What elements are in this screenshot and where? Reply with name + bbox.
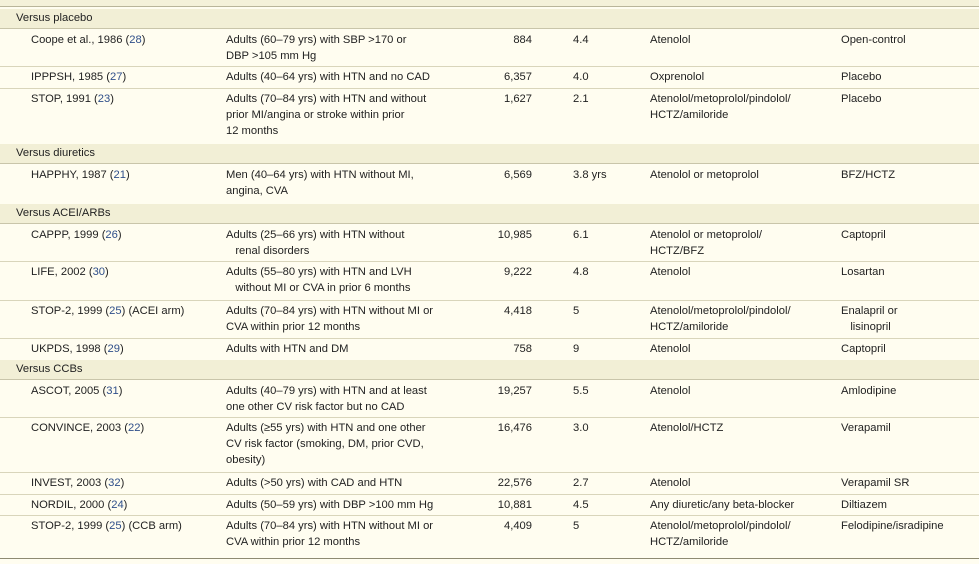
comparison-line: Enalapril or (841, 305, 898, 317)
patient-characteristics-line: Adults (≥55 yrs) with HTN and one other (226, 422, 426, 434)
trial-suffix: ) (105, 266, 109, 278)
row-divider (0, 66, 979, 67)
patient-characteristics-line: CVA within prior 12 months (226, 536, 361, 548)
trial-label: UKPDS, 1998 ( (31, 343, 108, 355)
patient-characteristics (226, 341, 348, 357)
beta-blocker-line: Atenolol/metoprolol/pindolol/ (650, 305, 791, 317)
trial-label: HAPPHY, 1987 ( (31, 169, 114, 181)
comparison (841, 227, 886, 243)
comparison-line: Placebo (841, 71, 882, 83)
sample-size: 6,357 (504, 71, 532, 83)
patient-characteristics-line: prior MI/angina or stroke within prior (226, 109, 405, 121)
sample-size: 10,985 (497, 229, 532, 241)
patient-characteristics-line: obesity) (226, 454, 266, 466)
beta-blocker (650, 264, 690, 280)
row-divider (0, 472, 979, 473)
patient-characteristics-line: without MI or CVA in prior 6 months (226, 282, 411, 294)
patient-characteristics-line: Adults (40–79 yrs) with HTN and at least (226, 385, 427, 397)
patient-characteristics-line: Adults (70–84 yrs) with HTN and without (226, 93, 427, 105)
beta-blocker-line: HCTZ/BFZ (650, 245, 705, 257)
row-divider (0, 261, 979, 262)
comparison (841, 420, 891, 436)
patient-characteristics-line: Men (40–64 yrs) with HTN without MI, (226, 169, 414, 181)
trial-suffix: ) (ACEI arm) (121, 305, 185, 317)
table-bottom-rule (0, 558, 979, 559)
sample-size: 10,881 (497, 499, 532, 511)
sample-size: 22,576 (497, 477, 532, 489)
patient-characteristics-line: angina, CVA (226, 185, 288, 197)
follow-up: 4.4 (573, 34, 589, 46)
section-header (0, 204, 979, 224)
row-divider (0, 300, 979, 301)
comparison-line: Verapamil (841, 422, 891, 434)
beta-blocker-line: HCTZ/amiloride (650, 321, 729, 333)
beta-blocker (650, 383, 690, 399)
row-divider (0, 515, 979, 516)
trial-name (31, 497, 127, 513)
section-header (0, 360, 979, 380)
comparison (841, 341, 886, 357)
trial-label: IPPPSH, 1985 ( (31, 71, 110, 83)
reference-link[interactable]: 23 (97, 93, 111, 105)
comparison-line: Felodipine/isradipine (841, 520, 944, 532)
comparison (841, 303, 898, 335)
trial-name (31, 475, 124, 491)
sample-size: 19,257 (497, 385, 532, 397)
sample-size: 1,627 (504, 93, 532, 105)
reference-link[interactable]: 25 (109, 520, 122, 532)
trial-name (31, 69, 126, 85)
comparison-line: Amlodipine (841, 385, 897, 397)
patient-characteristics (226, 497, 433, 513)
trial-name (31, 264, 109, 280)
follow-up: 2.1 (573, 93, 589, 105)
trial-suffix: ) (123, 499, 128, 511)
comparison (841, 264, 885, 280)
patient-characteristics (226, 475, 402, 491)
follow-up: 4.5 (573, 499, 589, 511)
section-label: Versus ACEI/ARBs (16, 207, 111, 219)
trial-suffix: ) (141, 34, 146, 46)
comparison (841, 167, 895, 183)
patient-characteristics (226, 518, 433, 550)
patient-characteristics (226, 383, 427, 415)
beta-blocker (650, 475, 690, 491)
beta-blocker (650, 518, 791, 550)
row-divider (0, 338, 979, 339)
follow-up: 6.1 (573, 229, 589, 241)
comparison-line: lisinopril (841, 321, 891, 333)
patient-characteristics-line: Adults (70–84 yrs) with HTN without MI or (226, 305, 434, 317)
follow-up: 4.8 (573, 266, 589, 278)
follow-up: 2.7 (573, 477, 589, 489)
patient-characteristics-line: Adults with HTN and DM (226, 343, 349, 355)
trial-label: LIFE, 2002 ( (31, 266, 93, 278)
trial-label: ASCOT, 2005 ( (31, 385, 107, 397)
patient-characteristics (226, 91, 426, 139)
trial-label: Coope et al., 1986 ( (31, 34, 130, 46)
follow-up: 3.8 yrs (573, 169, 607, 181)
beta-blocker (650, 167, 759, 183)
comparison-line: Losartan (841, 266, 885, 278)
trial-label: INVEST, 2003 ( (31, 477, 109, 489)
trial-suffix: ) (119, 343, 124, 355)
beta-blocker-line: Any diuretic/any beta-blocker (650, 499, 795, 511)
patient-characteristics-line: Adults (>50 yrs) with CAD and HTN (226, 477, 403, 489)
beta-blocker-line: Atenolol (650, 343, 691, 355)
beta-blocker-line: Atenolol (650, 385, 691, 397)
patient-characteristics-line: Adults (55–80 yrs) with HTN and LVH (226, 266, 412, 278)
patient-characteristics (226, 32, 406, 64)
beta-blocker-line: Atenolol or metoprolol (650, 169, 759, 181)
trial-suffix: ) (125, 169, 130, 181)
sample-size: 758 (513, 343, 532, 355)
trial-label: NORDIL, 2000 ( (31, 499, 112, 511)
comparison (841, 475, 909, 491)
trial-name (31, 303, 184, 319)
patient-characteristics-line: CV risk factor (smoking, DM, prior CVD, (226, 438, 424, 450)
patient-characteristics-line: 12 months (226, 125, 279, 137)
sample-size: 4,409 (504, 520, 532, 532)
beta-blocker (650, 420, 723, 436)
follow-up: 3.0 (573, 422, 589, 434)
sample-size: 4,418 (504, 305, 532, 317)
reference-link[interactable]: 32 (108, 477, 121, 489)
beta-blocker-line: Oxprenolol (650, 71, 705, 83)
beta-blocker (650, 341, 690, 357)
comparison-line: Diltiazem (841, 499, 888, 511)
trial-suffix: ) (140, 422, 145, 434)
comparison-line: Open-control (841, 34, 906, 46)
beta-blocker-line: Atenolol (650, 266, 691, 278)
beta-blocker-line: HCTZ/amiloride (650, 536, 729, 548)
trial-suffix: ) (117, 229, 122, 241)
beta-blocker-line: Atenolol (650, 477, 691, 489)
beta-blocker (650, 32, 690, 48)
trial-suffix: ) (110, 93, 114, 105)
beta-blocker-line: Atenolol or metoprolol/ (650, 229, 762, 241)
trial-name (31, 227, 122, 243)
follow-up: 5 (573, 520, 580, 532)
beta-blocker (650, 303, 791, 335)
comparison (841, 518, 944, 534)
follow-up: 5 (573, 305, 580, 317)
beta-blocker-line: Atenolol (650, 34, 691, 46)
reference-link[interactable]: 24 (111, 499, 124, 511)
beta-blocker (650, 91, 791, 123)
sample-size: 6,569 (504, 169, 532, 181)
comparison (841, 69, 881, 85)
patient-characteristics-line: DBP >105 mm Hg (226, 50, 317, 62)
reference-link[interactable]: 30 (92, 266, 106, 278)
beta-blocker-line: Atenolol/metoprolol/pindolol/ (650, 93, 791, 105)
trial-label: CONVINCE, 2003 ( (31, 422, 128, 434)
row-divider (0, 417, 979, 418)
reference-link[interactable]: 28 (129, 34, 142, 46)
trial-name (31, 167, 130, 183)
trial-suffix: ) (122, 71, 127, 83)
comparison-line: Verapamil SR (841, 477, 910, 489)
comparison-line: BFZ/HCTZ (841, 169, 896, 181)
row-divider (0, 88, 979, 89)
comparison (841, 91, 881, 107)
section-label: Versus diuretics (16, 147, 95, 159)
trial-suffix: ) (CCB arm) (121, 520, 182, 532)
trial-name (31, 383, 122, 399)
comparison-line: Captopril (841, 229, 886, 241)
follow-up: 9 (573, 343, 580, 355)
row-divider (0, 494, 979, 495)
reference-link[interactable]: 25 (109, 305, 122, 317)
section-header (0, 144, 979, 164)
table-header-band (0, 0, 979, 7)
beta-blocker (650, 69, 704, 85)
trial-name (31, 32, 145, 48)
patient-characteristics-line: Adults (40–64 yrs) with HTN and no CAD (226, 71, 430, 83)
follow-up: 4.0 (573, 71, 589, 83)
patient-characteristics-line: CVA within prior 12 months (226, 321, 361, 333)
section-header (0, 9, 979, 29)
patient-characteristics-line: Adults (60–79 yrs) with SBP >170 or (226, 34, 407, 46)
reference-link[interactable]: 31 (106, 385, 119, 397)
section-label: Versus placebo (16, 12, 93, 24)
patient-characteristics (226, 303, 433, 335)
beta-blocker-line: HCTZ/amiloride (650, 109, 729, 121)
beta-blocker (650, 497, 794, 513)
reference-link[interactable]: 29 (107, 343, 120, 355)
patient-characteristics-line: renal disorders (226, 245, 310, 257)
beta-blocker-line: Atenolol/HCTZ (650, 422, 724, 434)
patient-characteristics-line: one other CV risk factor but no CAD (226, 401, 405, 413)
trial-label: STOP-2, 1999 ( (31, 520, 110, 532)
reference-link[interactable]: 26 (105, 229, 118, 241)
comparison (841, 383, 896, 399)
trial-label: CAPPP, 1999 ( (31, 229, 106, 241)
section-label: Versus CCBs (16, 363, 83, 375)
trial-name (31, 420, 144, 436)
comparison (841, 32, 906, 48)
follow-up: 5.5 (573, 385, 589, 397)
patient-characteristics (226, 69, 430, 85)
patient-characteristics (226, 227, 404, 259)
beta-blocker-line: Atenolol/metoprolol/pindolol/ (650, 520, 791, 532)
patient-characteristics (226, 264, 412, 296)
trial-name (31, 518, 182, 534)
patient-characteristics-line: Adults (70–84 yrs) with HTN without MI or (226, 520, 434, 532)
beta-blocker (650, 227, 762, 259)
trial-suffix: ) (120, 477, 125, 489)
trial-label: STOP, 1991 ( (31, 93, 98, 105)
sample-size: 884 (513, 34, 532, 46)
patient-characteristics (226, 420, 426, 468)
trial-suffix: ) (118, 385, 123, 397)
comparison-line: Placebo (841, 93, 882, 105)
trial-name (31, 91, 114, 107)
patient-characteristics-line: Adults (50–59 yrs) with DBP >100 mm Hg (226, 499, 434, 511)
sample-size: 9,222 (504, 266, 532, 278)
comparison (841, 497, 887, 513)
trial-name (31, 341, 124, 357)
comparison-line: Captopril (841, 343, 886, 355)
patient-characteristics-line: Adults (25–66 yrs) with HTN without (226, 229, 405, 241)
reference-link[interactable]: 27 (109, 71, 123, 83)
reference-link[interactable]: 21 (113, 169, 126, 181)
trial-label: STOP-2, 1999 ( (31, 305, 110, 317)
sample-size: 16,476 (497, 422, 532, 434)
patient-characteristics (226, 167, 414, 199)
reference-link[interactable]: 22 (128, 422, 141, 434)
